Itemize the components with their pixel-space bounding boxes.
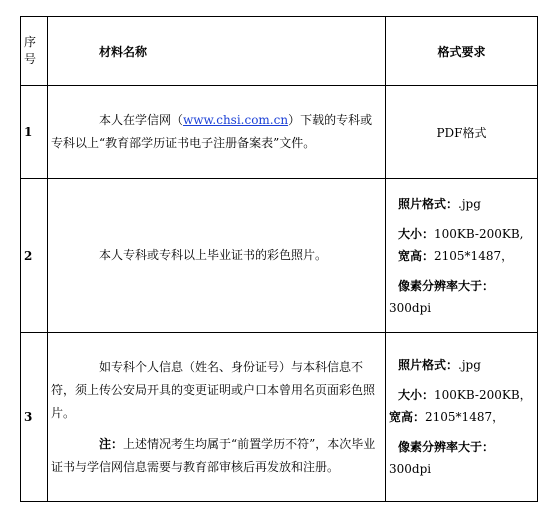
row-num: 1 — [21, 86, 48, 179]
size-label: 大小： — [398, 388, 435, 402]
note-label: 注： — [99, 436, 124, 451]
format-cell — [386, 179, 538, 333]
wh-value: 2105*1487， — [434, 248, 514, 263]
photo-format-value: .jpg — [458, 196, 481, 211]
material-text: 如专科个人信息（姓名、身份证号）与本科信息不符，须上传公安局开具的变更证明或户口本曾用名页面彩色照片。 — [51, 359, 376, 420]
photo-format-value: .jpg — [458, 358, 481, 372]
dpi-label: 像素分辨率大于： — [398, 278, 495, 293]
table-row — [21, 179, 538, 333]
format-cell — [386, 333, 538, 502]
material-text: 本人专科或专科以上毕业证书的彩色照片。 — [99, 248, 328, 262]
material-text-post: ）下载的专科或专科以上“教育部学历证书电子注册备案表”文件。 — [51, 113, 373, 150]
wh-label: 宽高： — [398, 248, 435, 263]
material-text-pre: 本人在学信网（ — [99, 113, 184, 127]
table-row — [21, 333, 538, 502]
wh-label: 宽高： — [389, 410, 426, 424]
chsi-link[interactable]: www.chsi.com.cn — [183, 113, 289, 127]
header-num: 序号 — [21, 17, 48, 86]
wh-value: 2105*1487， — [425, 410, 505, 424]
size-label: 大小： — [398, 226, 435, 241]
size-value: 100KB-200KB， — [434, 388, 532, 402]
note-body: 上述情况考生均属于“前置学历不符”，本次毕业证书与学信网信息需要与教育部审核后再发放和注册。 — [51, 436, 376, 474]
dpi-value: 300dpi — [389, 300, 432, 315]
header-format: 格式要求 — [386, 17, 538, 86]
row-num: 2 — [21, 179, 48, 333]
material-cell — [48, 333, 386, 502]
row-num: 3 — [21, 333, 48, 502]
dpi-value: 300dpi — [389, 462, 432, 476]
photo-format-label: 照片格式： — [398, 196, 459, 211]
header-material: 材料名称 — [48, 17, 386, 86]
note-text — [48, 433, 385, 479]
format-cell: PDF格式 — [386, 86, 538, 179]
material-text — [48, 109, 385, 155]
materials-table — [20, 16, 538, 502]
table-header-row — [21, 17, 538, 86]
material-cell — [48, 179, 386, 333]
dpi-label: 像素分辨率大于： — [398, 440, 495, 454]
table-row — [21, 86, 538, 179]
size-value: 100KB-200KB, — [434, 226, 524, 241]
material-cell — [48, 86, 386, 179]
photo-format-label: 照片格式： — [398, 358, 459, 372]
